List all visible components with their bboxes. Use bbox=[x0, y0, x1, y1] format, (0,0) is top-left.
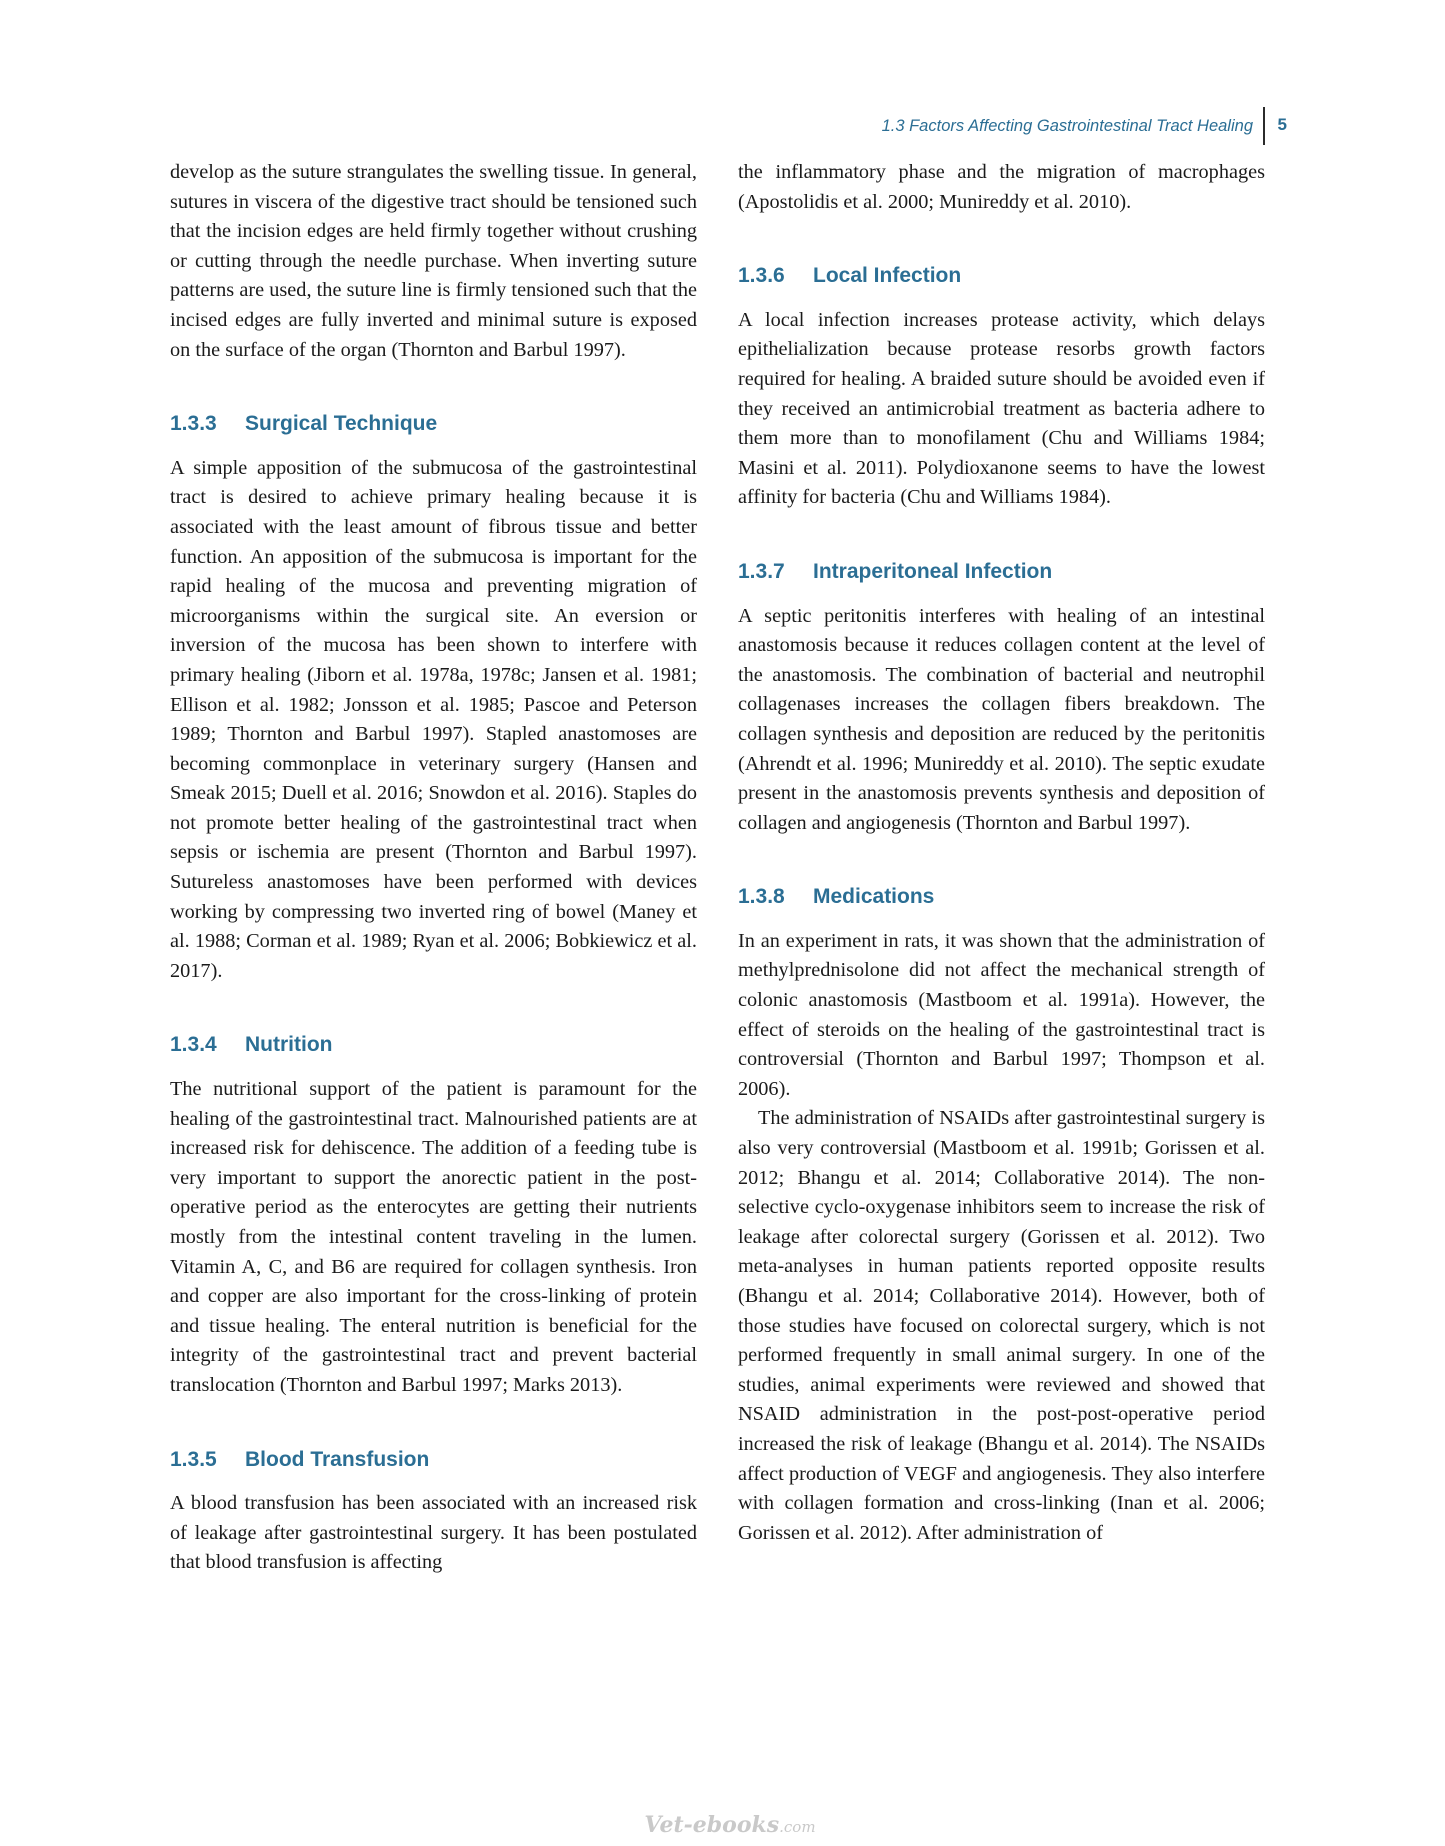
running-title: 1.3 Factors Affecting Gastrointestinal Tract Healing bbox=[881, 116, 1253, 135]
section-title: Surgical Technique bbox=[245, 412, 438, 436]
section-title: Intraperitoneal Infection bbox=[813, 559, 1053, 583]
section-heading-1-3-6 bbox=[738, 261, 1265, 291]
left-column bbox=[170, 158, 697, 1578]
page-number: 5 bbox=[1277, 115, 1287, 134]
watermark-suffix: .com bbox=[779, 1818, 816, 1836]
section-title: Medications bbox=[813, 885, 935, 909]
section-number: 1.3.5 bbox=[170, 1447, 217, 1471]
running-header bbox=[700, 106, 1287, 146]
paragraph: In an experiment in rats, it was shown that the administration of methylprednisolone did not affect the mechanical strength of colonic anastomosis (Mastboom et al. 1991a). However, the effect of steroids on the healing of the gastrointestinal tract is controversial (Thornton and Barbul 1997; Thompson et al. 2006). bbox=[738, 929, 1265, 1100]
right-column bbox=[738, 158, 1265, 1548]
section-number: 1.3.4 bbox=[170, 1033, 217, 1057]
paragraph: The administration of NSAIDs after gastrointestinal surgery is also very controversial (Mastboom et al. 1991b; Gorissen et al. 2012; Bhangu et al. 2014; Collaborative 2014). The non-selective cyclo-oxygenase inhibitors seem to increase the risk of leakage after colorectal surgery (Gorissen et al. 2012). Two meta-analyses in human patients reported opposite results (Bhangu et al. 2014; Collaborative 2014). However, both of those studies have focused on colorectal surgery, which is not performed frequently in small animal surgery. In one of the studies, animal experiments were reviewed and showed that NSAID administration in the post-post-operative period increased the risk of leakage (Bhangu et al. 2014). The NSAIDs affect production of VEGF and angiogenesis. They also interfere with collagen formation and cross-linking (Inan et al. 2006; Gorissen et al. 2012). After administration of bbox=[738, 1107, 1265, 1544]
section-title: Nutrition bbox=[245, 1033, 333, 1057]
section-number: 1.3.3 bbox=[170, 412, 217, 436]
paragraph: The nutritional support of the patient is paramount for the healing of the gastrointestinal tract. Malnourished patients are at increased risk for dehiscence. The addition of a feeding tube is very important to support the anorectic patient in the post-operative period as the enterocytes are getting their nutrients mostly from the intestinal content traveling in the lumen. Vitamin A, C, and B6 are required for collagen synthesis. Iron and copper are also important for the cross-linking of protein and tissue healing. The enteral nutrition is beneficial for the integrity of the gastrointestinal tract and prevent bacterial translocation (Thornton and Barbul 1997; Marks 2013). bbox=[170, 1078, 697, 1396]
section-title: Local Infection bbox=[813, 264, 962, 288]
paragraph: develop as the suture strangulates the swelling tissue. In general, sutures in viscera of the digestive tract should be tensioned such that the incision edges are held firmly together without crushing or cutting through the needle purchase. When inverting suture patterns are used, the suture line is firmly tensioned such that the incised edges are fully inverted and minimal suture is exposed on the surface of the organ (Thornton and Barbul 1997). bbox=[170, 161, 697, 361]
paragraph: A simple apposition of the submucosa of the gastrointestinal tract is desired to achieve primary healing because it is associated with the least amount of fibrous tissue and better function. An apposition of the submucosa is important for the rapid healing of the mucosa and preventing migration of microorganisms within the surgical site. An eversion or inversion of the mucosa has been shown to interfere with primary healing (Jiborn et al. 1978a, 1978c; Jansen et al. 1981; Ellison et al. 1982; Jonsson et al. 1985; Pascoe and Peterson 1989; Thornton and Barbul 1997). Stapled anastomoses are becoming commonplace in veterinary surgery (Hansen and Smeak 2015; Duell et al. 2016; Snowdon et al. 2016). Staples do not promote better healing of the gastrointestinal tract when sepsis or ischemia are present (Thornton and Barbul 1997). Sutureless anastomoses have been performed with devices working by compressing two inverted ring of bowel (Maney et al. 1988; Corman et al. 1989; Ryan et al. 2006; Bobkiewicz et al. 2017). bbox=[170, 456, 697, 982]
paragraph: A blood transfusion has been associated with an increased risk of leakage after gastrointestinal surgery. It has been postulated that blood transfusion is affecting bbox=[170, 1492, 697, 1574]
watermark bbox=[640, 1812, 820, 1842]
paragraph: the inflammatory phase and the migration of macrophages (Apostolidis et al. 2000; Munireddy et al. 2010). bbox=[738, 161, 1265, 213]
watermark-brand: Vet-ebooks bbox=[644, 1812, 780, 1838]
section-heading-1-3-7 bbox=[738, 557, 1265, 587]
paragraph: A local infection increases protease activity, which delays epithelialization because protease resorbs growth factors required for healing. A braided suture should be avoided even if they received an antimicrobial treatment as bacteria adhere to them more than to monofilament (Chu and Williams 1984; Masini et al. 2011). Polydioxanone seems to have the lowest affinity for bacteria (Chu and Williams 1984). bbox=[738, 308, 1265, 509]
section-heading-1-3-5 bbox=[170, 1445, 697, 1475]
section-title: Blood Transfusion bbox=[245, 1447, 430, 1471]
paragraph: A septic peritonitis interferes with healing of an intestinal anastomosis because it reduces collagen content at the level of the anastomosis. The combination of bacterial and neutrophil collagenases increases the collagen fibers breakdown. The collagen synthesis and deposition are reduced by the peritonitis (Ahrendt et al. 1996; Munireddy et al. 2010). The septic exudate present in the anastomosis prevents synthesis and deposition of collagen and angiogenesis (Thornton and Barbul 1997). bbox=[738, 604, 1265, 834]
section-heading-1-3-8 bbox=[738, 882, 1265, 912]
header-divider bbox=[1263, 107, 1265, 145]
section-number: 1.3.7 bbox=[738, 559, 785, 583]
section-number: 1.3.8 bbox=[738, 885, 785, 909]
section-number: 1.3.6 bbox=[738, 264, 785, 288]
section-heading-1-3-3 bbox=[170, 409, 697, 439]
section-heading-1-3-4 bbox=[170, 1030, 697, 1060]
